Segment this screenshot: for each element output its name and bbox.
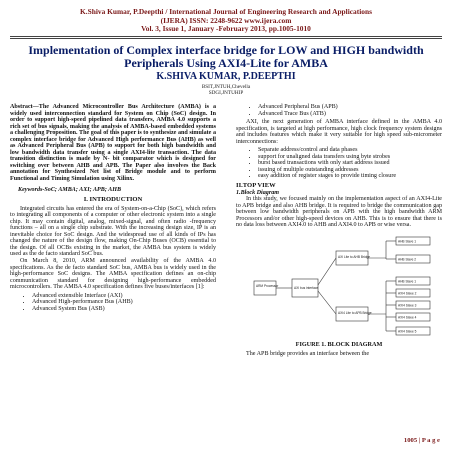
author-names: K.SHIVA KUMAR, P.DEEPTHI: [156, 71, 296, 82]
list-item: • easy addition of register stages to provide timing closure: [258, 173, 442, 180]
figure-caption: FIGURE 1. BLOCK DIAGRAM: [295, 340, 383, 348]
abstract: Abstract—The Advanced Microcontroller Bus Architecture (AMBA) is a widely used interconnection standard for System on Chip (SoC) design. In order to support high-speed pipelined data transfers, AMBA 4.0 supports a rich set of bus signals, making the analysis of AMBA-based embedded systems a challenging Proposition. The goal of this paper is to synthesize and simulate a complex interface bridge for Advanced High performance Bus (AHB) as well as Advanced Peripheral Bus (APB) to support for both high bandwidth and low bandwidth data transfer using a single AXI4-lite transaction. The data transition distinction is made by N- bit comparator which is designed for switching over between AHB and APB. The Paper also involves the Back annotation for Synthesized Net list of Bridge module and to perform Functional and Timing Simulation using Xilinx.: [10, 104, 216, 183]
affiliation-line-2: SDGI,JNTUHIP: [208, 90, 244, 96]
block-diagram-paragraph: In this study, we focused mainly on the implementation aspect of an AXI4-Lite to APB bridge and also AHB bridge. It is required to bridge the communication gap between low bandwidth peripherals on APB with the high bandwidth ARM Processors and/or other high-speed devices on AHB. This is to ensure that there is no data loss between AXI4.0 to AHB and AXI4.0 to APB or wise versa.: [236, 196, 442, 229]
bus-list-continued: [236, 104, 442, 117]
header-line-2: (IJERA) ISSN: 2248-9622 www.ijera.com: [160, 15, 292, 25]
axi-paragraph: AXI, the next generation of AMBA interface defined in the AMBA 4.0 specification, is targeted at high performance, high clock frequency system designs and includes features which make it very suitable for high speed sub-micrometer interconnections:: [236, 119, 442, 145]
arm-processor-label: ARM Processor: [256, 283, 279, 288]
section-heading-introduction: I. INTRODUCTION: [83, 196, 143, 204]
apb-slave-2-label: AXI4 Slave 2: [398, 291, 417, 296]
link-axi-ahb: [318, 258, 336, 285]
right-column: [236, 104, 442, 358]
section-heading-top-view: II.TOP VIEW: [236, 182, 276, 190]
bus-list: [10, 293, 216, 313]
list-item: • Advanced extensible Interface (AXI): [32, 293, 216, 300]
bottom-paragraph: The APB bridge provides an interface between the: [246, 351, 370, 358]
list-item: • burst based transactions with only start address issued: [258, 160, 442, 167]
ahb-bridge-label: AXI Lite to AHB Bridge: [338, 254, 371, 259]
axi-interface-label: AXI bus interface: [294, 285, 319, 290]
header-line-1: K.Shiva Kumar, P.Deepthi / International Journal of Engineering Research and Applications: [80, 7, 372, 16]
header-line-3: Vol. 3, Issue 1, January -February 2013, pp.1005-1010: [141, 24, 311, 34]
ahb-slave-2-label: AHB Slave 2: [398, 257, 417, 262]
list-item: • Advanced Peripheral Bus (APB): [258, 104, 442, 111]
page-footer: 1005 | P a g e: [403, 437, 440, 444]
axi-features-list: [236, 147, 442, 180]
keywords: Keywords-SoC; AMBA; AXI; APB; AHB: [18, 186, 122, 193]
ahb-slave-1-label: AHB Slave 1: [398, 239, 417, 244]
header-rule: [10, 36, 442, 37]
affiliation-line-1: BSIT,JNTUH,Chevella: [201, 84, 251, 90]
left-column: [10, 104, 216, 314]
apb-slave-3-label: AXI4 Slave 3: [398, 303, 417, 308]
subsection-heading-block-diagram: 1.Block Diagram: [236, 189, 279, 196]
header-rule-2: [10, 38, 442, 39]
apb-slave-1-label: AHB Slave 1: [398, 279, 417, 284]
list-item: • issuing of multiple outstanding addresses: [258, 167, 442, 174]
apb-bridge-label: AXI4 Lite to APB Bridge: [338, 310, 372, 315]
intro-paragraph-1: Integrated circuits has entered the era of System-on-a-Chip (SoC), which refers to integrating all components of a computer or other electronic system into a single chip. It may contain digital, analog, mixed-signal, and often radio -frequency functions – all on a single chip substrate. With the increasing design size, IP is an inevitable choice for SoC design. And the widespread use of all kinds of IPs has changed the nature of the design flow, making On-Chip Buses (OCB) essential to the design. Of all OCBs existing in the market, the AMBA bus system is widely used as the de facto standard SoC bus.: [10, 205, 216, 258]
list-item: • Separate address/control and data phases: [258, 147, 442, 154]
paper-title: Implementation of Complex interface bridge for LOW and HIGH bandwidth Peripherals Using AXI4-Lite for AMBA: [28, 43, 424, 70]
link-axi-apb: [318, 291, 336, 314]
affiliation: [0, 84, 452, 96]
journal-header: [0, 8, 452, 34]
list-item: • Advanced High-performance Bus (AHB): [32, 299, 216, 306]
block-diagram: [236, 233, 442, 341]
list-item: • Advanced Trace Bus (ATB): [258, 111, 442, 118]
intro-paragraph-2: On March 8, 2010, ARM announced availability of the AMBA 4.0 specifications. As the de facto standard SoC bus, AMBA bus is widely used in the high-performance SoC designs. The AMBA specification defines an on-chip communication standard for designing high-performance embedded microcontrollers. The AMBA 4.0 specification defines five buses/interfaces [1]:: [10, 258, 216, 291]
list-item: • Advanced System Bus (ASB): [32, 306, 216, 313]
apb-slave-4-label: AXI4 Slave 4: [398, 315, 417, 320]
list-item: • support for unaligned data transfers using byte strobes: [258, 154, 442, 161]
apb-slave-5-label: AXI4 Slave 5: [398, 329, 417, 334]
